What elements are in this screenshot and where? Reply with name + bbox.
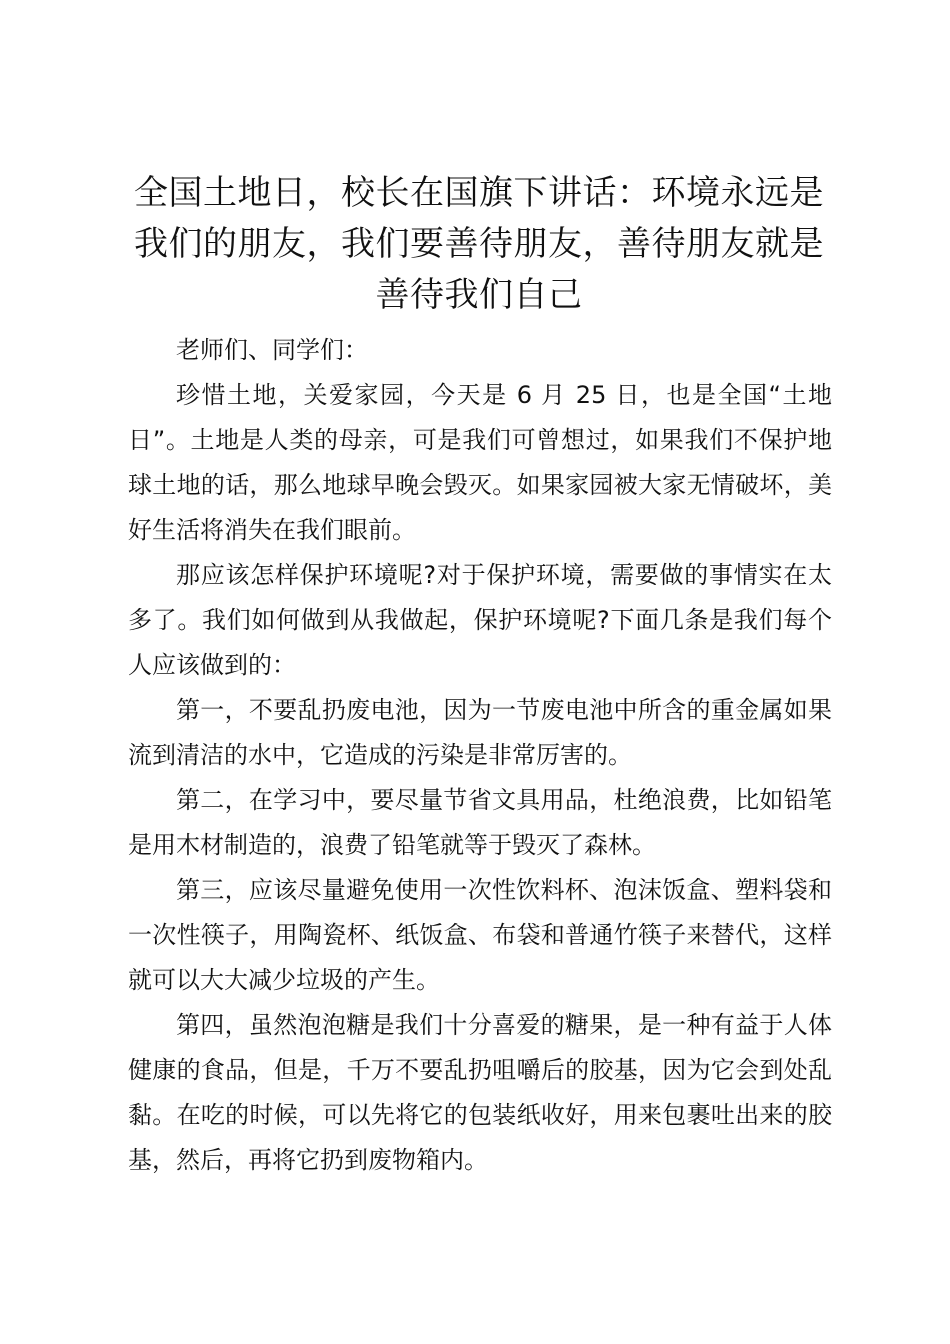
- body-paragraph: 第一，不要乱扔废电池，因为一节废电池中所含的重金属如果流到清洁的水中，它造成的污染是非常厉害的。: [128, 696, 832, 769]
- body-paragraph: 第二，在学习中，要尽量节省文具用品，杜绝浪费，比如铅笔是用木材制造的，浪费了铅笔就等于毁灭了森林。: [128, 786, 832, 859]
- body-paragraph: 那应该怎样保护环境呢?对于保护环境，需要做的事情实在太多了。我们如何做到从我做起，保护环境呢?下面几条是我们每个人应该做到的：: [128, 561, 832, 679]
- body-paragraph: 第四，虽然泡泡糖是我们十分喜爱的糖果，是一种有益于人体健康的食品，但是，千万不要乱扔咀嚼后的胶基，因为它会到处乱黏。在吃的时候，可以先将它的包装纸收好，用来包裹吐出来的胶基，然后，再将它扔到废物箱内。: [128, 1011, 832, 1174]
- body-paragraph: 第三，应该尽量避免使用一次性饮料杯、泡沫饭盒、塑料袋和一次性筷子，用陶瓷杯、纸饭盒、布袋和普通竹筷子来替代，这样就可以大大减少垃圾的产生。: [128, 876, 832, 994]
- document-body: [128, 328, 832, 1183]
- document-title: 全国土地日，校长在国旗下讲话：环境永远是我们的朋友，我们要善待朋友，善待朋友就是善待我们自己: [134, 173, 824, 315]
- body-paragraph: 珍惜土地，关爱家园，今天是 6 月 25 日，也是全国“土地日”。土地是人类的母亲，可是我们可曾想过，如果我们不保护地球土地的话，那么地球早晚会毁灭。如果家园被大家无情破坏，美好生活将消失在我们眼前。: [128, 381, 832, 544]
- greeting-paragraph: 老师们、同学们：: [176, 336, 368, 364]
